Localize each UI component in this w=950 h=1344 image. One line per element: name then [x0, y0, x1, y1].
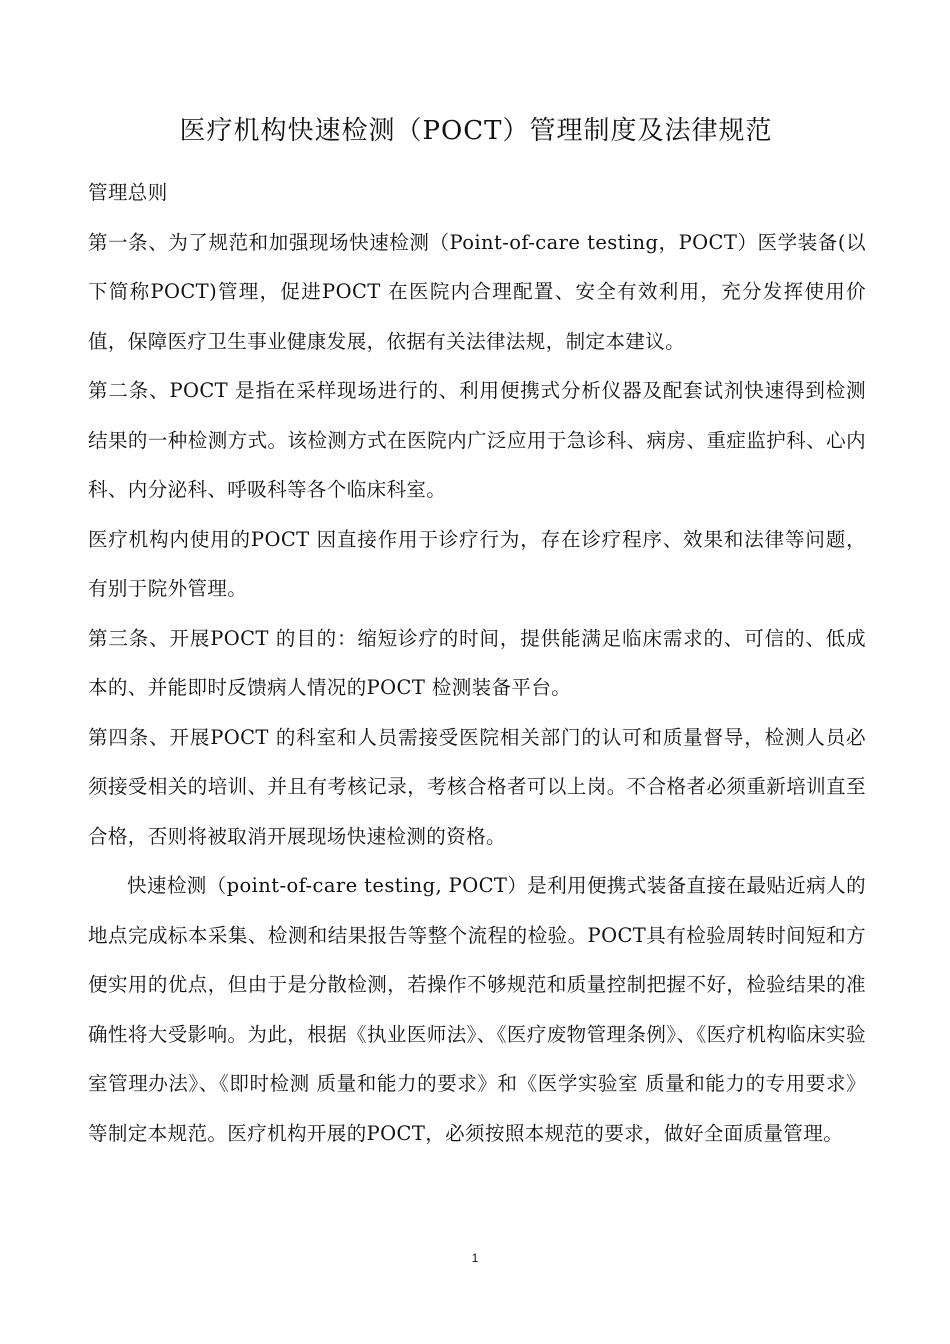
- section-heading: 管理总则: [88, 181, 168, 204]
- poct-definition-paragraph: 快速检测（point-of-care testing, POCT）是利用便携式装备直接在最贴近病人的地点完成标本采集、检测和结果报告等整个流程的检验。POCT具有检验周转时间短和方便实用的优点，但由于是分散检测，若操作不够规范和质量控制把握不好，检验结果的准确性将大受影响。为此，根据《执业医师法》、《医疗废物管理条例》、《医疗机构临床实验室管理办法》、《即时检测 质量和能力的要求》和《医学实验室 质量和能力的专用要求》等制定本规范。医疗机构开展的POCT，必须按照本规范的要求，做好全面质量管理。: [88, 874, 866, 1145]
- article-2-supplement-paragraph: 医疗机构内使用的POCT 因直接作用于诊疗行为，存在诊疗程序、效果和法律等问题，有别于院外管理。: [88, 527, 866, 600]
- article-2-paragraph: 第二条、POCT 是指在采样现场进行的、利用便携式分析仪器及配套试剂快速得到检测结果的一种检测方式。该检测方式在医院内广泛应用于急诊科、病房、重症监护科、心内科、内分泌科、呼吸科等各个临床科室。: [88, 379, 866, 501]
- page-number: 1: [471, 1251, 479, 1265]
- article-3-paragraph: 第三条、开展POCT 的目的：缩短诊疗的时间，提供能满足临床需求的、可信的、低成本的、并能即时反馈病人情况的POCT 检测装备平台。: [88, 626, 866, 699]
- document-body: [88, 168, 866, 1158]
- article-4-paragraph: 第四条、开展POCT 的科室和人员需接受医院相关部门的认可和质量督导，检测人员必须接受相关的培训、并且有考核记录，考核合格者可以上岗。不合格者必须重新培训直至合格，否则将被取消开展现场快速检测的资格。: [88, 725, 866, 848]
- document-title: 医疗机构快速检测（POCT）管理制度及法律规范: [179, 116, 773, 146]
- article-1-paragraph: 第一条、为了规范和加强现场快速检测（Point-of-care testing，POCT）医学装备(以下简称POCT)管理，促进POCT 在医院内合理配置、安全有效利用，充分发挥使用价值，保障医疗卫生事业健康发展，依据有关法律法规，制定本建议。: [88, 230, 866, 353]
